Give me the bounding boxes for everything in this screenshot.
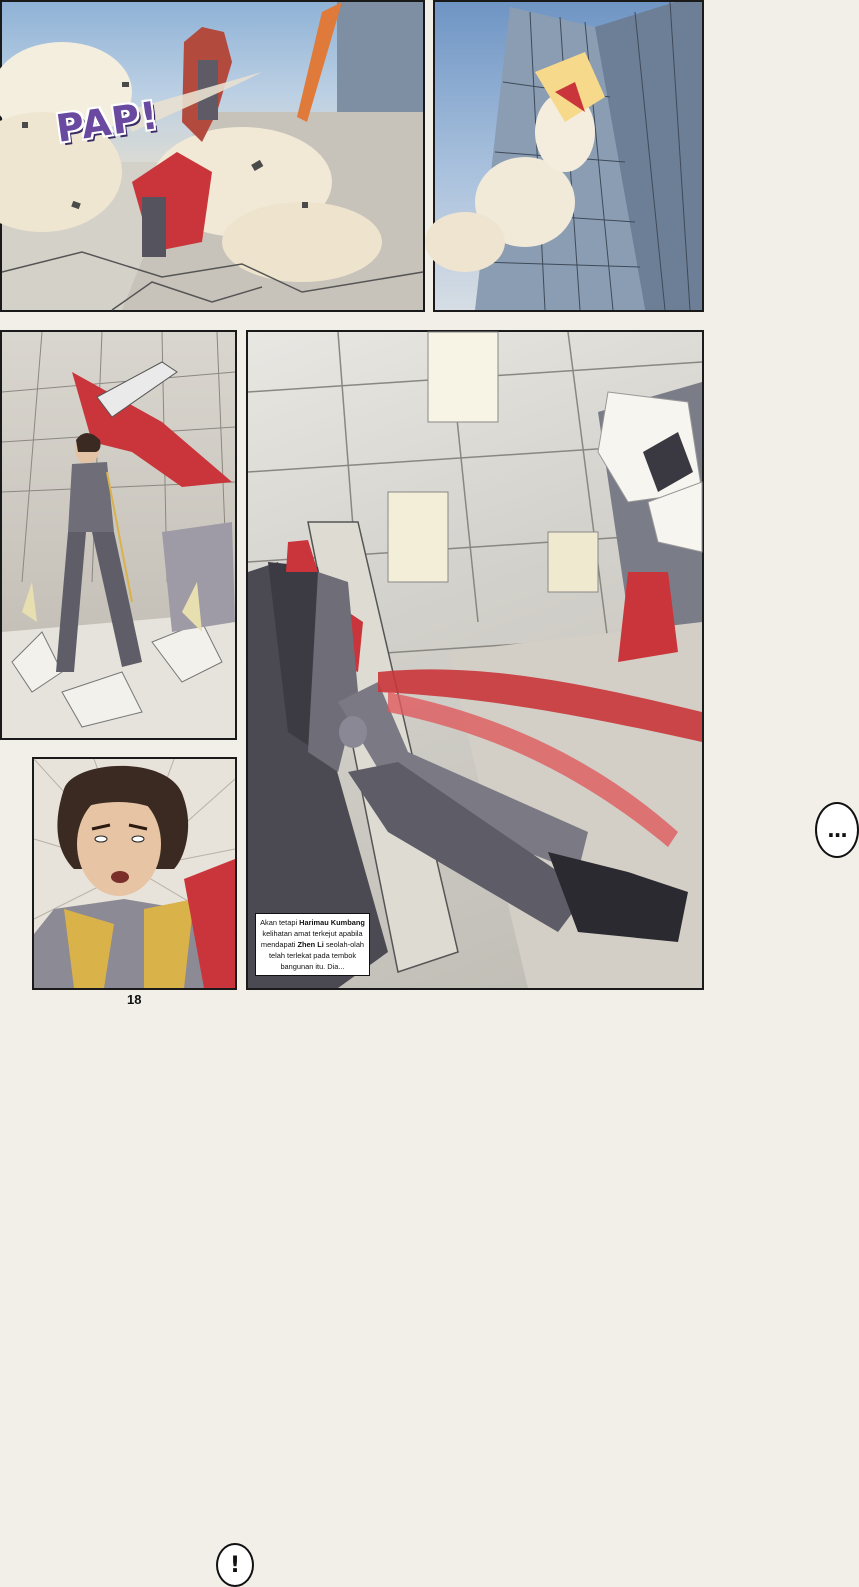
caption-name-harimau-kumbang: Harimau Kumbang <box>299 918 365 927</box>
warrior-debris-art <box>2 332 235 738</box>
caption-text-1: Akan tetapi <box>260 918 300 927</box>
panel-warrior-debris <box>0 330 237 740</box>
skyscraper-art <box>435 2 702 310</box>
surprised-face-art <box>34 759 235 988</box>
caption-text-2: kelihatan amat terkejut apabila mendapati <box>260 929 363 949</box>
sound-effect-pap: PAP! <box>53 93 162 151</box>
panel-skyscraper-impact <box>433 0 704 312</box>
caption-name-zhen-li: Zhen Li <box>297 940 324 949</box>
caption-text-3: seolah-olah telah terlekat pada tembok bangunan itu. Dia... <box>268 940 365 971</box>
panel-rooftop-explosion <box>0 0 425 312</box>
narration-caption <box>255 913 370 976</box>
page-number: 18 <box>127 992 142 1007</box>
speech-bubble-ellipsis: ... <box>815 802 859 858</box>
speech-bubble-exclamation: ! <box>216 1543 254 1587</box>
zhen-li-wall-art <box>248 332 702 988</box>
panel-zhen-li-wall <box>246 330 847 990</box>
rooftop-explosion-art <box>2 2 423 310</box>
